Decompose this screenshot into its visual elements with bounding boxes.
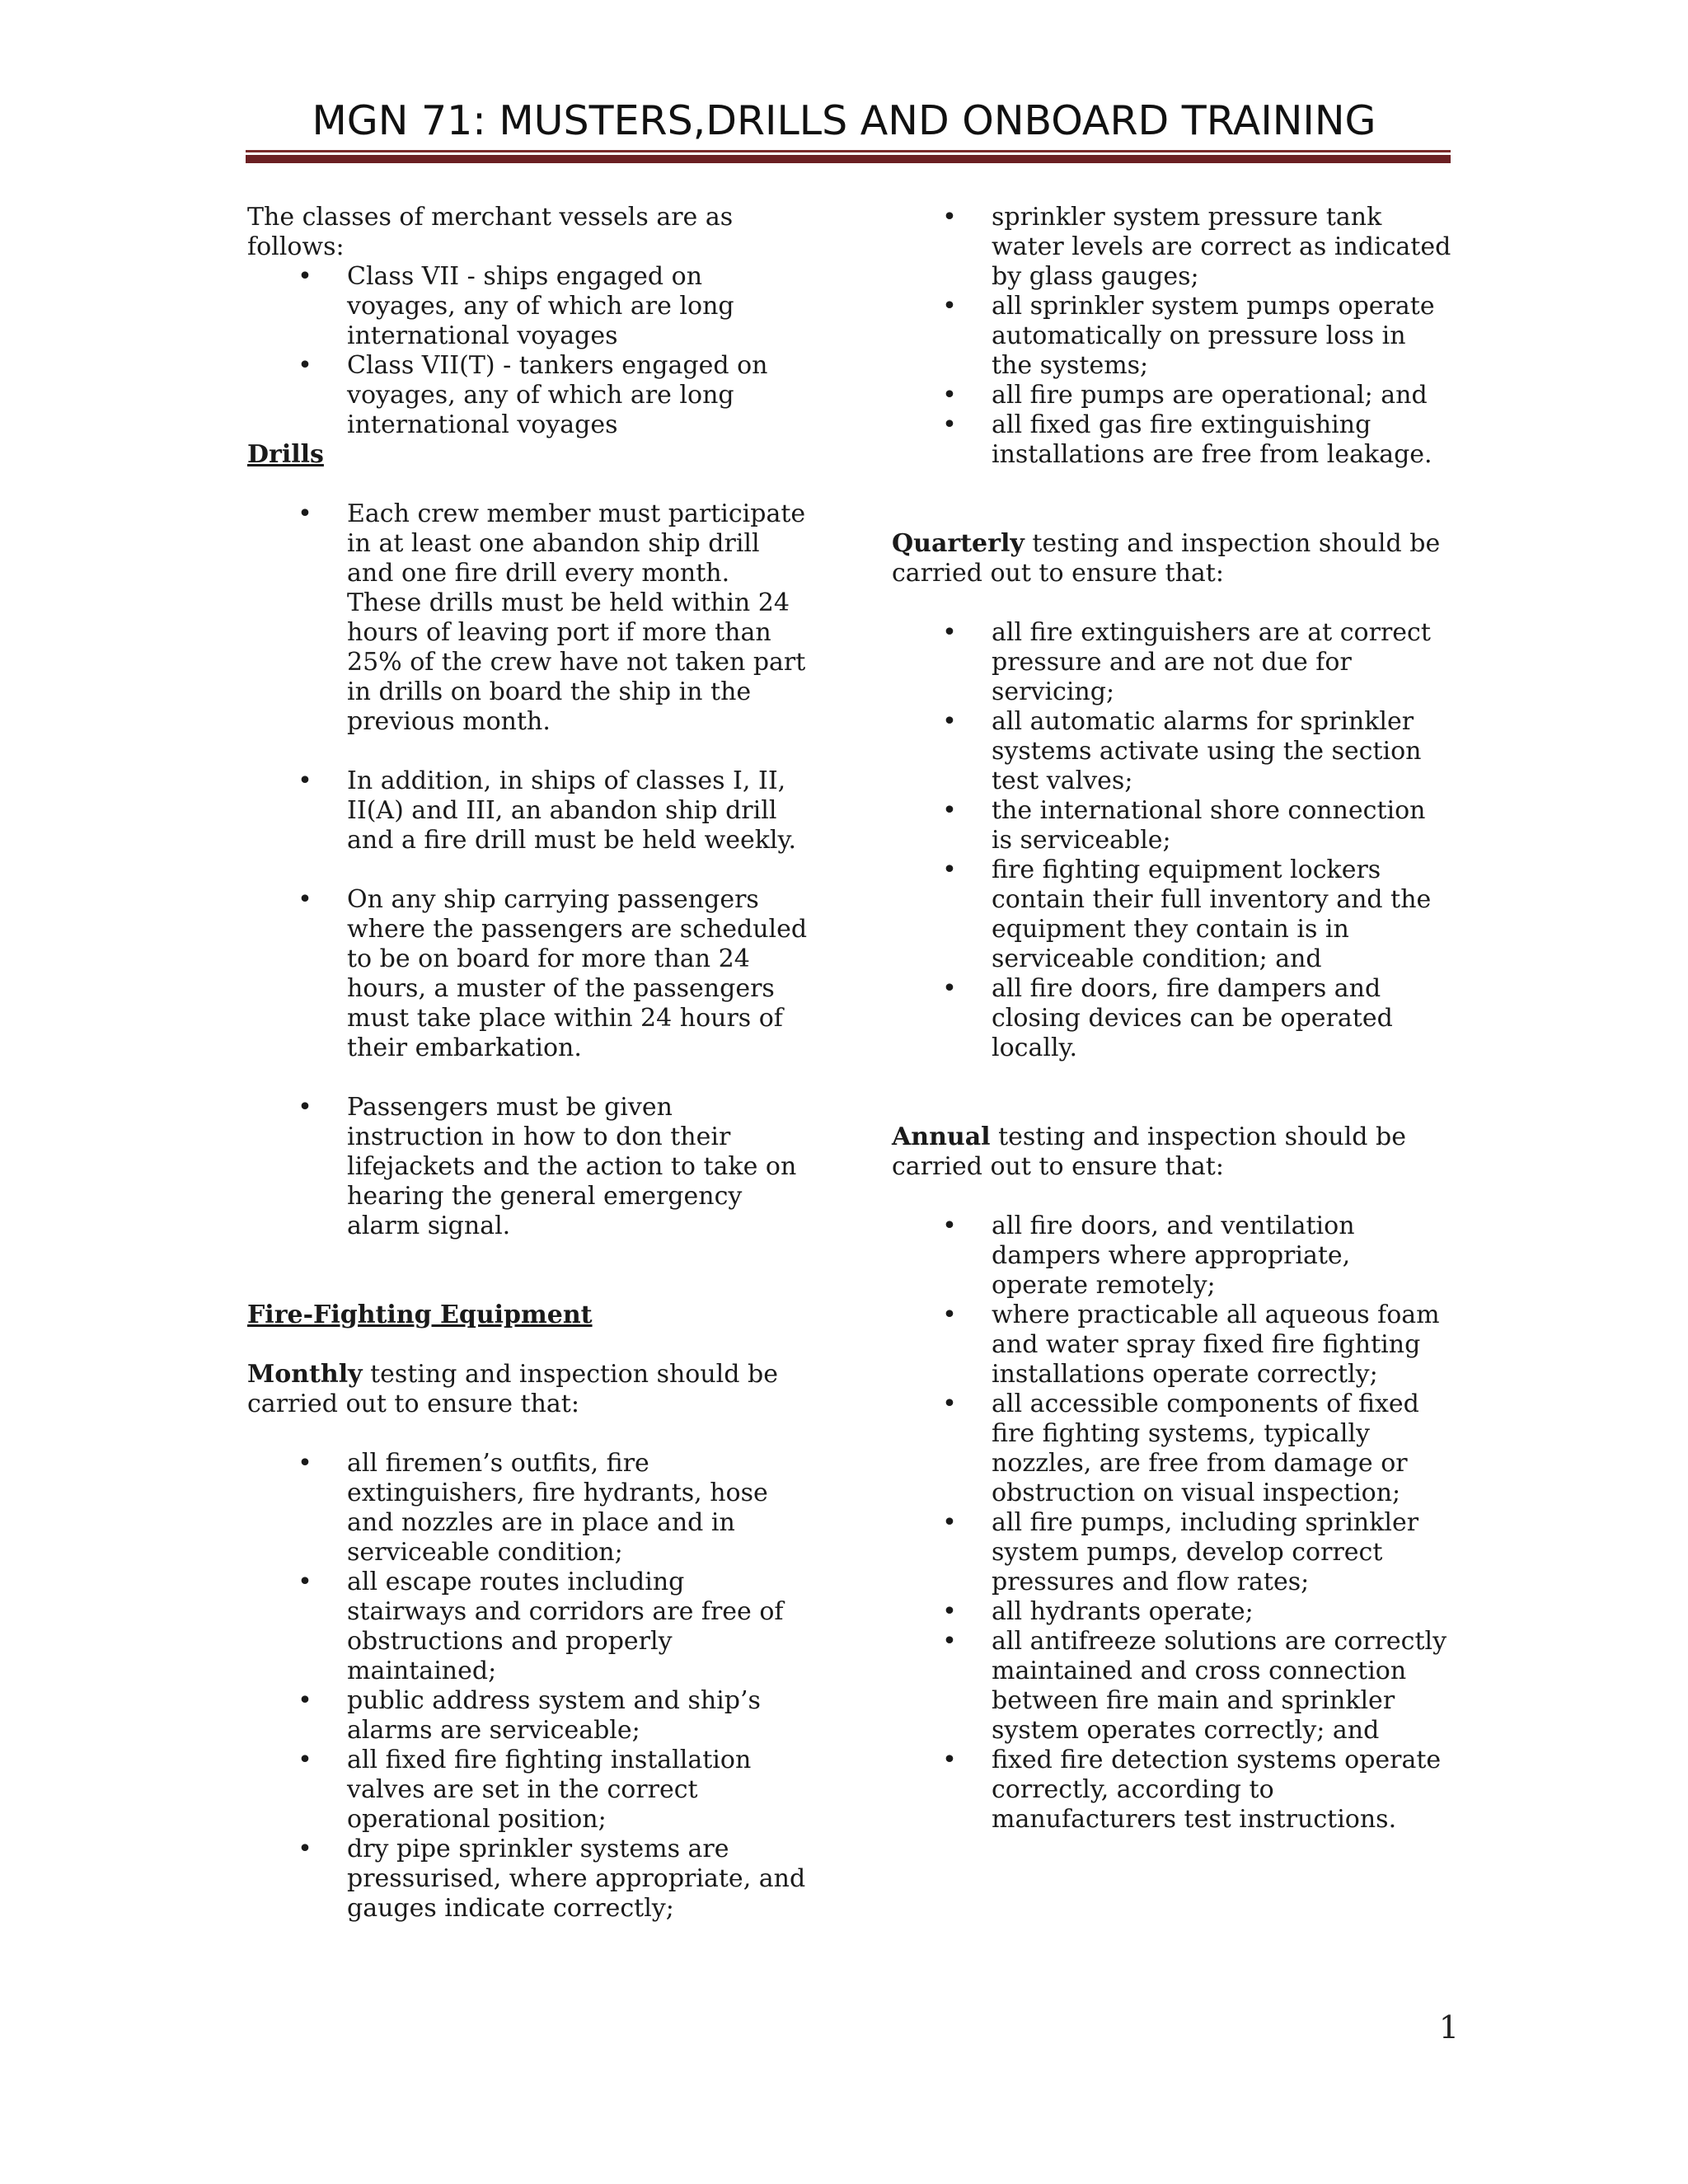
list-item: • Passengers must be given instruction in how to don their lifejackets and the action to take on hearing the general emergency alarm signal. — [298, 1093, 797, 1240]
bullet-icon: • — [298, 262, 312, 291]
bullet-icon: • — [298, 1835, 312, 1863]
list-item: • fire fighting equipment lockers contain their full inventory and the equipment they contain is in serviceable condition; and — [942, 855, 1432, 973]
left-column — [247, 203, 808, 1924]
list-item: • Class VII - ships engaged on voyages, any of which are long international voyages — [298, 262, 734, 350]
list-item: • where practicable all aqueous foam and water spray fixed fire fighting installations operate correctly; — [942, 1301, 1440, 1389]
bullet-icon: • — [942, 292, 957, 321]
bullet-icon: • — [942, 1597, 957, 1626]
list-item: • all automatic alarms for sprinkler systems activate using the section test valves; — [942, 707, 1422, 795]
page-title: MGN 71: MUSTERS,DRILLS AND ONBOARD TRAINING — [312, 97, 1376, 144]
list-item: • all fire pumps, including sprinkler system pumps, develop correct pressures and flow rates; — [942, 1508, 1419, 1596]
list-item: • all accessible components of fixed fire fighting systems, typically nozzles, are free from damage or obstruction on visual inspection; — [942, 1390, 1419, 1507]
bullet-icon: • — [298, 1449, 312, 1478]
annual-list — [892, 1212, 1452, 1835]
title-rule-thick — [246, 155, 1451, 163]
bullet-icon: • — [298, 499, 312, 528]
bullet-icon: • — [942, 974, 957, 1003]
quarterly-intro: Quarterly testing and inspection should be carried out to ensure that: — [892, 529, 1441, 588]
bullet-icon: • — [298, 1568, 312, 1596]
list-item: • fixed fire detection systems operate correctly, according to manufacturers test instructions. — [942, 1746, 1442, 1834]
bullet-icon: • — [298, 1093, 312, 1122]
bullet-icon: • — [942, 203, 957, 232]
drills-heading: Drills — [247, 440, 324, 469]
bullet-icon: • — [298, 766, 312, 795]
bullet-icon: • — [942, 1746, 957, 1774]
list-item: • all hydrants operate; — [942, 1597, 1254, 1626]
bullet-icon: • — [942, 410, 957, 439]
list-item: • all sprinkler system pumps operate automatically on pressure loss in the systems; — [942, 292, 1435, 380]
fire-fighting-equipment-heading: Fire-Fighting Equipment — [247, 1301, 593, 1329]
annual-intro: Annual testing and inspection should be carried out to ensure that: — [892, 1122, 1406, 1181]
list-item: • Each crew member must participate in at least one abandon ship drill and one fire drill every month. These drills must be held within 24 hours of leaving port if more than 25% of the crew have not taken part in drills on board the ship in the previous month. — [298, 499, 806, 736]
monthly-list — [247, 1449, 808, 1924]
page-number: 1 — [1438, 2009, 1459, 2046]
bullet-icon: • — [942, 1390, 957, 1418]
bullet-icon: • — [942, 855, 957, 884]
drills-list — [247, 499, 808, 1241]
bullet-icon: • — [942, 1301, 957, 1329]
bullet-icon: • — [942, 1212, 957, 1240]
bullet-icon: • — [942, 381, 957, 410]
list-item: • all fixed gas fire extinguishing installations are free from leakage. — [942, 410, 1432, 469]
bullet-icon: • — [942, 1627, 957, 1656]
list-item: • all firemen’s outfits, fire extinguishers, fire hydrants, hose and nozzles are in place and in serviceable condition; — [298, 1449, 768, 1567]
bullet-icon: • — [942, 707, 957, 736]
list-item: • all fire doors, and ventilation dampers where appropriate, operate remotely; — [942, 1212, 1355, 1300]
list-item: • all antifreeze solutions are correctly maintained and cross connection between fire main and sprinkler system operates correctly; and — [942, 1627, 1447, 1745]
bullet-icon: • — [942, 796, 957, 825]
list-item: • all fixed fire fighting installation valves are set in the correct operational position; — [298, 1746, 752, 1834]
list-item: • all fire pumps are operational; and — [942, 381, 1428, 410]
list-item: • the international shore connection is serviceable; — [942, 796, 1426, 855]
bullet-icon: • — [298, 1686, 312, 1715]
bullet-icon: • — [298, 885, 312, 914]
right-column — [892, 203, 1452, 1835]
bullet-icon: • — [942, 1508, 957, 1537]
list-item: • all fire doors, fire dampers and closing devices can be operated locally. — [942, 974, 1393, 1062]
list-item: • all fire extinguishers are at correct pressure and are not due for servicing; — [942, 618, 1431, 706]
bullet-icon: • — [298, 351, 312, 380]
quarterly-list — [892, 618, 1452, 1063]
monthly-list-continued — [892, 203, 1452, 470]
list-item: • all escape routes including stairways and corridors are free of obstructions and properly maintained; — [298, 1568, 784, 1685]
classes-list — [247, 262, 808, 440]
list-item: • public address system and ship’s alarms are serviceable; — [298, 1686, 761, 1745]
classes-intro: The classes of merchant vessels are as follows: — [247, 203, 734, 261]
bullet-icon: • — [298, 1746, 312, 1774]
list-item: • Class VII(T) - tankers engaged on voyages, any of which are long international voyages — [298, 351, 768, 439]
list-item: • dry pipe sprinkler systems are pressurised, where appropriate, and gauges indicate correctly; — [298, 1835, 806, 1923]
list-item: • sprinkler system pressure tank water levels are correct as indicated by glass gauges; — [942, 203, 1451, 291]
monthly-intro: Monthly testing and inspection should be carried out to ensure that: — [247, 1360, 778, 1418]
list-item: • In addition, in ships of classes I, II, II(A) and III, an abandon ship drill and a fire drill must be held weekly. — [298, 766, 796, 855]
title-rule-thin — [246, 150, 1451, 152]
bullet-icon: • — [942, 618, 957, 647]
list-item: • On any ship carrying passengers where the passengers are scheduled to be on board for more than 24 hours, a muster of the passengers must take place within 24 hours of their embarkation. — [298, 885, 808, 1062]
